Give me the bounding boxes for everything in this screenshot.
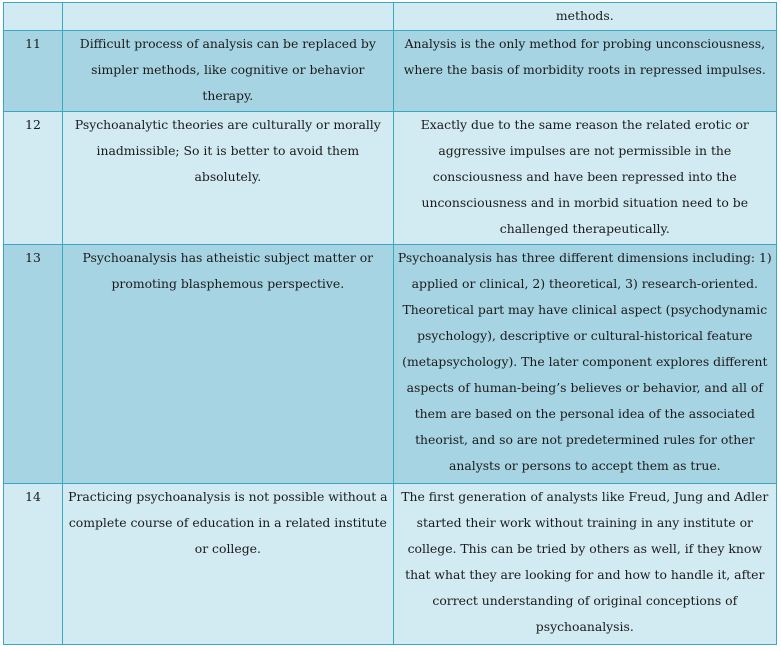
table-row (4, 245, 777, 484)
row-number-cell (4, 3, 63, 31)
row-number-cell: 13 (4, 245, 63, 484)
row-number-cell: 11 (4, 31, 63, 112)
table-row (4, 3, 777, 31)
misconception-cell: Psychoanalytic theories are culturally or morally inadmissible; So it is better to avoid them absolutely. (63, 112, 394, 245)
answer-cell: The first generation of analysts like Freud, Jung and Adler started their work without training in any institute or college. This can be tried by others as well, if they know that what they are looking for and how to handle it, after correct understanding of original conceptions of psychoanalysis. (393, 484, 776, 645)
row-number-cell: 14 (4, 484, 63, 645)
misconception-cell (63, 3, 394, 31)
answer-cell: Psychoanalysis has three different dimensions including: 1) applied or clinical, 2) theoretical, 3) research-oriented. Theoretical part may have clinical aspect (psychodynamic psychology), descriptive or cultural-historical feature (metapsychology). The later component explores different aspects of human-being’s believes or behavior, and all of them are based on the personal idea of the associated theorist, and so are not predetermined rules for other analysts or persons to accept them as true. (393, 245, 776, 484)
table-row (4, 31, 777, 112)
row-number-cell: 12 (4, 112, 63, 245)
misconception-cell: Psychoanalysis has atheistic subject matter or promoting blasphemous perspective. (63, 245, 394, 484)
misconception-cell: Difficult process of analysis can be replaced by simpler methods, like cognitive or behavior therapy. (63, 31, 394, 112)
misconceptions-table (3, 2, 777, 645)
table-row (4, 484, 777, 645)
misconception-cell: Practicing psychoanalysis is not possible without a complete course of education in a related institute or college. (63, 484, 394, 645)
answer-cell: Exactly due to the same reason the related erotic or aggressive impulses are not permissible in the consciousness and have been repressed into the unconsciousness and in morbid situation need to be challenged therapeutically. (393, 112, 776, 245)
table-row (4, 112, 777, 245)
answer-cell: Analysis is the only method for probing unconsciousness, where the basis of morbidity roots in repressed impulses. (393, 31, 776, 112)
answer-cell: methods. (393, 3, 776, 31)
